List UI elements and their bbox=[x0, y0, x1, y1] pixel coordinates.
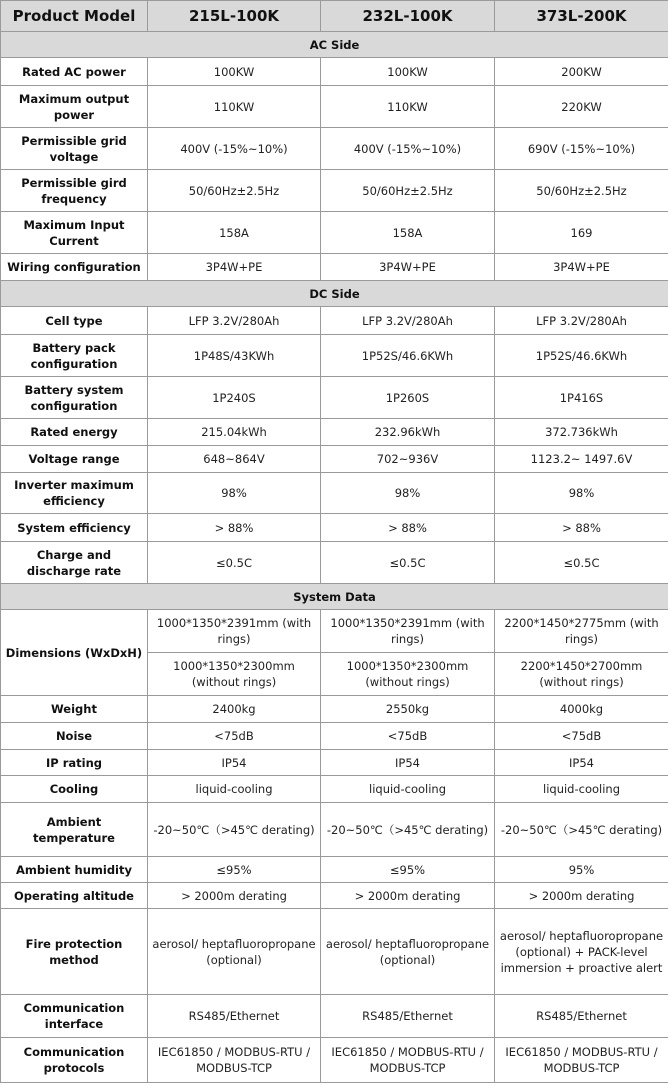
cell-value: 215.04kWh bbox=[148, 419, 321, 446]
cell-value: 3P4W+PE bbox=[148, 254, 321, 281]
table-row bbox=[1, 86, 668, 128]
cell-value: aerosol/ heptafluoropropane (optional) bbox=[148, 909, 321, 995]
cell-value: 372.736kWh bbox=[495, 419, 668, 446]
section-row bbox=[1, 584, 668, 610]
section-dc-side: DC Side bbox=[1, 281, 668, 307]
cell-value: 3P4W+PE bbox=[321, 254, 495, 281]
row-label: Cell type bbox=[1, 307, 148, 335]
table-row bbox=[1, 128, 668, 170]
row-label: Inverter maximum efficiency bbox=[1, 473, 148, 514]
cell-value: 2550kg bbox=[321, 696, 495, 723]
cell-value: > 88% bbox=[495, 514, 668, 542]
cell-value: 110KW bbox=[148, 86, 321, 128]
cell-value: -20~50℃（>45℃ derating) bbox=[495, 803, 668, 857]
cell-value: 400V (-15%~10%) bbox=[148, 128, 321, 170]
cell-value: LFP 3.2V/280Ah bbox=[321, 307, 495, 335]
cell-value: 158A bbox=[148, 212, 321, 254]
cell-value: 2400kg bbox=[148, 696, 321, 723]
cell-value: RS485/Ethernet bbox=[148, 995, 321, 1038]
model-header: 373L-200K bbox=[495, 1, 668, 32]
cell-value: 690V (-15%~10%) bbox=[495, 128, 668, 170]
row-label: Maximum Input Current bbox=[1, 212, 148, 254]
row-label: Battery system configuration bbox=[1, 377, 148, 419]
cell-value: 1000*1350*2391mm (with rings) bbox=[321, 610, 495, 653]
cell-value: 2200*1450*2775mm (with rings) bbox=[495, 610, 668, 653]
row-label: Rated AC power bbox=[1, 58, 148, 86]
table-row bbox=[1, 170, 668, 212]
cell-value: > 2000m derating bbox=[148, 883, 321, 909]
row-label: Operating altitude bbox=[1, 883, 148, 909]
row-label: Communication interface bbox=[1, 995, 148, 1038]
cell-value: 1P52S/46.6KWh bbox=[495, 335, 668, 377]
cell-value: > 88% bbox=[148, 514, 321, 542]
table-row bbox=[1, 254, 668, 281]
cell-value: <75dB bbox=[495, 723, 668, 750]
cell-value: 1000*1350*2300mm (without rings) bbox=[321, 653, 495, 696]
cell-value: > 2000m derating bbox=[321, 883, 495, 909]
table-row bbox=[1, 514, 668, 542]
cell-value: IEC61850 / MODBUS-RTU / MODBUS-TCP bbox=[148, 1038, 321, 1083]
cell-value: 200KW bbox=[495, 58, 668, 86]
cell-value: liquid-cooling bbox=[321, 776, 495, 803]
table-row bbox=[1, 473, 668, 514]
product-model-header: Product Model bbox=[1, 1, 148, 32]
cell-value: ≤95% bbox=[148, 857, 321, 883]
section-row bbox=[1, 281, 668, 307]
row-label: Permissible grid voltage bbox=[1, 128, 148, 170]
cell-value: <75dB bbox=[321, 723, 495, 750]
table-row bbox=[1, 909, 668, 995]
table-row bbox=[1, 1038, 668, 1083]
cell-value: 1P52S/46.6KWh bbox=[321, 335, 495, 377]
cell-value: 50/60Hz±2.5Hz bbox=[321, 170, 495, 212]
table-row bbox=[1, 803, 668, 857]
cell-value: RS485/Ethernet bbox=[321, 995, 495, 1038]
row-label: Noise bbox=[1, 723, 148, 750]
cell-value: 98% bbox=[321, 473, 495, 514]
cell-value: 4000kg bbox=[495, 696, 668, 723]
row-label: Maximum output power bbox=[1, 86, 148, 128]
cell-value: 100KW bbox=[148, 58, 321, 86]
cell-value: 158A bbox=[321, 212, 495, 254]
cell-value: RS485/Ethernet bbox=[495, 995, 668, 1038]
cell-value: 648~864V bbox=[148, 446, 321, 473]
cell-value: 110KW bbox=[321, 86, 495, 128]
model-header: 232L-100K bbox=[321, 1, 495, 32]
row-label: Ambient humidity bbox=[1, 857, 148, 883]
table-row bbox=[1, 58, 668, 86]
cell-value: IP54 bbox=[148, 750, 321, 776]
cell-value: <75dB bbox=[148, 723, 321, 750]
section-row bbox=[1, 32, 668, 58]
cell-value: 100KW bbox=[321, 58, 495, 86]
cell-value: -20~50℃（>45℃ derating) bbox=[321, 803, 495, 857]
cell-value: aerosol/ heptafluoropropane (optional) bbox=[321, 909, 495, 995]
cell-value: > 2000m derating bbox=[495, 883, 668, 909]
cell-value: -20~50℃（>45℃ derating) bbox=[148, 803, 321, 857]
cell-value: ≤0.5C bbox=[321, 542, 495, 584]
table-row bbox=[1, 723, 668, 750]
cell-value: 3P4W+PE bbox=[495, 254, 668, 281]
cell-value: 1000*1350*2391mm (with rings) bbox=[148, 610, 321, 653]
cell-value: IP54 bbox=[495, 750, 668, 776]
row-label: Rated energy bbox=[1, 419, 148, 446]
row-label: Battery pack configuration bbox=[1, 335, 148, 377]
section-ac-side: AC Side bbox=[1, 32, 668, 58]
table-row bbox=[1, 995, 668, 1038]
cell-value: 98% bbox=[148, 473, 321, 514]
cell-value: 98% bbox=[495, 473, 668, 514]
table-row bbox=[1, 446, 668, 473]
cell-value: 50/60Hz±2.5Hz bbox=[148, 170, 321, 212]
cell-value: 1P416S bbox=[495, 377, 668, 419]
row-label: Weight bbox=[1, 696, 148, 723]
cell-value: 702~936V bbox=[321, 446, 495, 473]
row-label: Cooling bbox=[1, 776, 148, 803]
row-label: System efficiency bbox=[1, 514, 148, 542]
cell-value: liquid-cooling bbox=[148, 776, 321, 803]
cell-value: ≤0.5C bbox=[148, 542, 321, 584]
row-label: Communication protocols bbox=[1, 1038, 148, 1083]
table-row bbox=[1, 857, 668, 883]
cell-value: liquid-cooling bbox=[495, 776, 668, 803]
row-label: Permissible gird frequency bbox=[1, 170, 148, 212]
cell-value: IP54 bbox=[321, 750, 495, 776]
cell-value: 1123.2~ 1497.6V bbox=[495, 446, 668, 473]
cell-value: 232.96kWh bbox=[321, 419, 495, 446]
cell-value: 169 bbox=[495, 212, 668, 254]
row-label: Charge and discharge rate bbox=[1, 542, 148, 584]
cell-value: IEC61850 / MODBUS-RTU / MODBUS-TCP bbox=[321, 1038, 495, 1083]
row-label: Wiring configuration bbox=[1, 254, 148, 281]
table-row bbox=[1, 696, 668, 723]
section-system-data: System Data bbox=[1, 584, 668, 610]
table-row bbox=[1, 212, 668, 254]
cell-value: 50/60Hz±2.5Hz bbox=[495, 170, 668, 212]
header-row bbox=[1, 1, 668, 32]
cell-value: 1P260S bbox=[321, 377, 495, 419]
cell-value: IEC61850 / MODBUS-RTU / MODBUS-TCP bbox=[495, 1038, 668, 1083]
cell-value: aerosol/ heptafluoropropane (optional) + PACK-level immersion + proactive alert bbox=[495, 909, 668, 995]
cell-value: 1P48S/43KWh bbox=[148, 335, 321, 377]
cell-value: LFP 3.2V/280Ah bbox=[495, 307, 668, 335]
cell-value: > 88% bbox=[321, 514, 495, 542]
table-row bbox=[1, 307, 668, 335]
table-row bbox=[1, 419, 668, 446]
table-row bbox=[1, 776, 668, 803]
cell-value: 220KW bbox=[495, 86, 668, 128]
cell-value: 95% bbox=[495, 857, 668, 883]
cell-value: 2200*1450*2700mm (without rings) bbox=[495, 653, 668, 696]
cell-value: ≤0.5C bbox=[495, 542, 668, 584]
model-header: 215L-100K bbox=[148, 1, 321, 32]
table-row bbox=[1, 335, 668, 377]
table-row bbox=[1, 883, 668, 909]
table-row bbox=[1, 377, 668, 419]
row-label: IP rating bbox=[1, 750, 148, 776]
row-label: Voltage range bbox=[1, 446, 148, 473]
row-label: Ambient temperature bbox=[1, 803, 148, 857]
cell-value: ≤95% bbox=[321, 857, 495, 883]
table-row bbox=[1, 750, 668, 776]
row-label: Dimensions (WxDxH) bbox=[1, 610, 148, 696]
cell-value: LFP 3.2V/280Ah bbox=[148, 307, 321, 335]
row-label: Fire protection method bbox=[1, 909, 148, 995]
cell-value: 400V (-15%~10%) bbox=[321, 128, 495, 170]
cell-value: 1P240S bbox=[148, 377, 321, 419]
table-row bbox=[1, 542, 668, 584]
table-row bbox=[1, 610, 668, 653]
cell-value: 1000*1350*2300mm (without rings) bbox=[148, 653, 321, 696]
